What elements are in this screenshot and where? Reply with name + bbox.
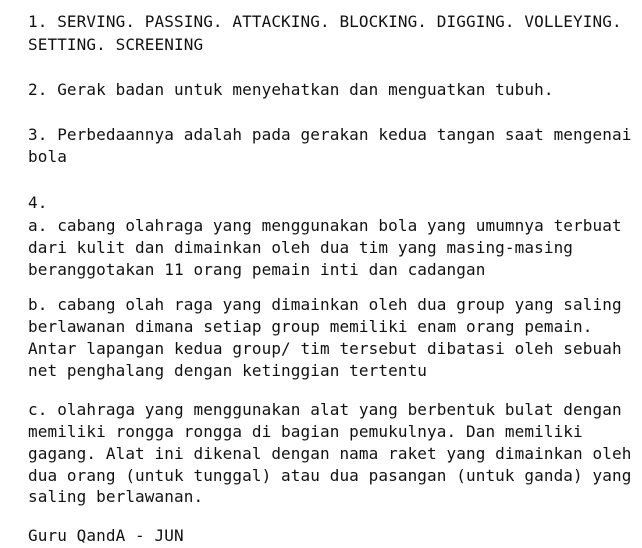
signature: Guru QandA - JUN [28,526,184,545]
answer-2-line: 2. Gerak badan untuk menyehatkan dan menguatkan tubuh. [28,80,554,99]
answer-4b-line: Antar lapangan kedua group/ tim tersebut dibatasi oleh sebuah [28,339,622,358]
answer-4c-line: dua orang (untuk tunggal) atau dua pasangan (untuk ganda) yang [28,466,632,485]
answer-4a-line: beranggotakan 11 orang pemain inti dan cadangan [28,260,486,279]
answer-1-line: SETTING. SCREENING [28,35,204,54]
answer-4c-line: c. olahraga yang menggunakan alat yang berbentuk bulat dengan [28,400,622,419]
answer-1-line: 1. SERVING. PASSING. ATTACKING. BLOCKING. DIGGING. VOLLEYING. [28,12,622,31]
answer-3-line: bola [28,147,67,166]
answer-4c-line: memiliki rongga rongga di bagian pemukulnya. Dan memiliki [28,422,583,441]
answer-4a-line: a. cabang olahraga yang menggunakan bola yang umumnya terbuat [28,216,622,235]
answer-4b-line: net penghalang dengan ketinggian tertentu [28,361,428,380]
answer-4-number: 4. [28,193,48,212]
answer-3-line: 3. Perbedaannya adalah pada gerakan kedua tangan saat mengenai [28,125,632,144]
answer-4a-line: dari kulit dan dimainkan oleh dua tim yang masing-masing [28,238,574,257]
answer-4b-line: b. cabang olah raga yang dimainkan oleh dua group yang saling [28,295,622,314]
answer-4c-line: saling berlawanan. [28,487,204,506]
answer-4b-line: berlawanan dimana setiap group memiliki enam orang pemain. [28,317,593,336]
answer-4c-line: gagang. Alat ini dikenal dengan nama raket yang dimainkan oleh [28,444,632,463]
